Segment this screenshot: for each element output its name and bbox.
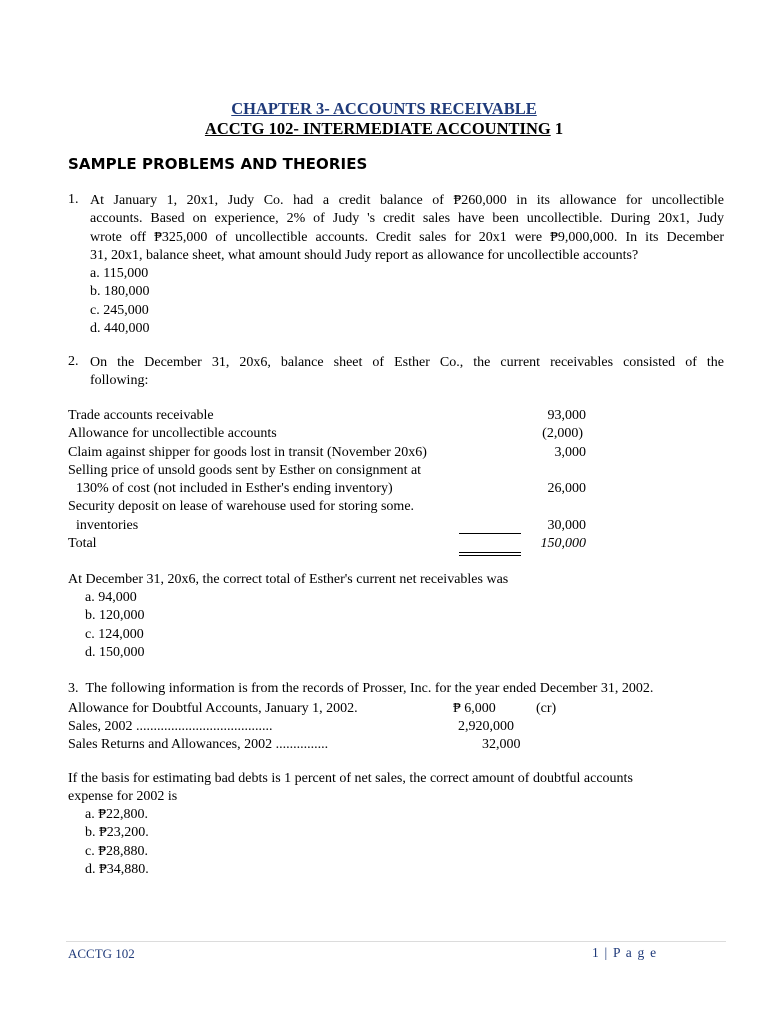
row-value: 26,000 — [547, 481, 586, 497]
row-label: 130% of cost (not included in Esther's ending inventory) — [76, 481, 393, 497]
row-value: 93,000 — [547, 408, 586, 423]
footer-page-number: 1 | P a g e — [592, 945, 658, 960]
question-3-intro — [68, 680, 653, 698]
question-text — [90, 192, 724, 338]
question-number: 2. — [68, 354, 79, 369]
question-line: At January 1, 20x1, Judy Co. had a credit balance of ₱260,000 in its allowance for uncollectible — [90, 193, 724, 208]
answer-option: a. ₱22,800. — [85, 807, 148, 822]
answer-option: d. 440,000 — [90, 321, 150, 337]
question-2-options — [68, 589, 145, 662]
table-row — [68, 425, 583, 443]
question-text: The following information is from the records of Prosser, Inc. for the year ended December 31, 2002. — [85, 681, 654, 696]
answer-option: b. 180,000 — [90, 284, 150, 300]
course-title — [0, 119, 768, 139]
question-2 — [68, 354, 724, 391]
item-label: Allowance for Doubtful Accounts, January 1, 2002. — [68, 701, 358, 716]
answer-option: c. 124,000 — [85, 626, 144, 642]
question-3-items — [68, 700, 557, 756]
table-row — [68, 480, 586, 498]
question-line: wrote off ₱325,000 of uncollectible accounts. Credit sales for 20x1 were ₱9,000,000. In its December — [90, 229, 724, 245]
item-label: Sales, 2002 ....................................... — [68, 719, 273, 734]
answer-option: d. 150,000 — [85, 644, 145, 660]
table-row — [68, 407, 586, 425]
question-line: accounts. Based on experience, 2% of Judy 's credit sales have been uncollectible. During 20x1, Judy — [90, 211, 724, 227]
answer-option: b. ₱23,200. — [85, 825, 149, 841]
footer-course: ACCTG 102 — [68, 946, 135, 961]
footer-divider — [66, 941, 726, 942]
total-rule-2 — [459, 555, 521, 556]
subtotal-rule — [459, 533, 521, 534]
row-label: inventories — [76, 517, 139, 533]
row-value: 3,000 — [554, 444, 586, 460]
row-total-value: 150,000 — [540, 536, 586, 552]
answer-option: b. 120,000 — [85, 608, 145, 624]
question-number: 3. — [68, 681, 79, 696]
table-row — [68, 498, 528, 516]
question-line: 31, 20x1, balance sheet, what amount should Judy report as allowance for uncollectible accounts? — [90, 247, 639, 263]
question-1 — [68, 192, 724, 338]
question-3-options — [68, 806, 149, 879]
question-3-prompt — [68, 770, 633, 807]
question-line: expense for 2002 is — [68, 789, 178, 805]
answer-option: d. ₱34,880. — [85, 861, 149, 877]
table-row — [68, 462, 528, 480]
item-value: ₱ 6,000 — [453, 701, 496, 716]
row-label: Selling price of unsold goods sent by Esther on consignment at — [68, 462, 422, 478]
answer-option: c. ₱28,880. — [85, 843, 148, 859]
row-label: Allowance for uncollectible accounts — [68, 426, 277, 442]
question-text — [90, 354, 724, 391]
row-label: Security deposit on lease of warehouse used for storing some. — [68, 499, 415, 515]
question-line: If the basis for estimating bad debts is 1 percent of net sales, the correct amount of doubtful accounts — [68, 771, 633, 786]
course-number: 1 — [550, 119, 564, 138]
question-2-prompt: At December 31, 20x6, the correct total of Esther's current net receivables was — [68, 572, 509, 587]
row-value: 30,000 — [547, 517, 586, 533]
answer-option: a. 115,000 — [90, 266, 149, 282]
chapter-title: CHAPTER 3- ACCOUNTS RECEIVABLE — [231, 99, 537, 118]
row-label: Claim against shipper for goods lost in transit (November 20x6) — [68, 444, 427, 460]
row-value: (2,000) — [542, 426, 583, 442]
question-line: following: — [90, 373, 149, 389]
item-note: (cr) — [536, 701, 557, 716]
answer-option: c. 245,000 — [90, 302, 149, 318]
row-label: Trade accounts receivable — [68, 408, 214, 423]
total-rule-1 — [459, 552, 521, 553]
course-title-text: ACCTG 102- INTERMEDIATE ACCOUNTING — [204, 119, 551, 138]
row-label: Total — [68, 536, 97, 552]
item-label: Sales Returns and Allowances, 2002 ............... — [68, 737, 329, 752]
item-value: 32,000 — [482, 737, 521, 752]
question-number: 1. — [68, 192, 79, 207]
answer-option: a. 94,000 — [85, 590, 137, 605]
question-line: On the December 31, 20x6, balance sheet of Esther Co., the current receivables consisted of the — [90, 355, 724, 370]
section-title: SAMPLE PROBLEMS AND THEORIES — [68, 155, 368, 173]
item-value: 2,920,000 — [458, 719, 514, 734]
table-row — [68, 444, 586, 462]
